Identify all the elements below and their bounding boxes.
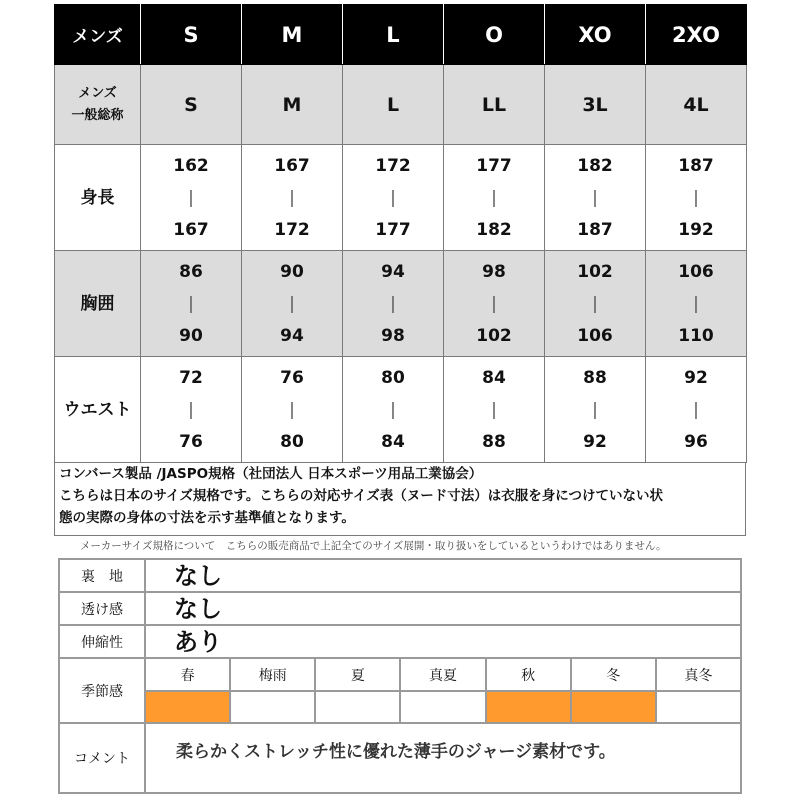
range-cell: 162 | 167 xyxy=(141,145,242,251)
season-winter: 冬 xyxy=(571,658,656,691)
season-names-row xyxy=(59,658,741,691)
size-header: O xyxy=(444,5,545,65)
size-header-row xyxy=(55,5,747,65)
alias-cell: S xyxy=(141,65,242,145)
range-cell: 92 | 96 xyxy=(646,357,747,463)
header-label: メンズ xyxy=(55,5,141,65)
comment-label: コメント xyxy=(59,723,145,793)
range-cell: 86 | 90 xyxy=(141,251,242,357)
alias-cell: LL xyxy=(444,65,545,145)
season-indicator-row xyxy=(59,691,741,723)
season-midsummer: 真夏 xyxy=(400,658,485,691)
range-cell: 72 | 76 xyxy=(141,357,242,463)
sheerness-row xyxy=(59,592,741,625)
sheerness-value: なし xyxy=(145,592,741,625)
stretch-label: 伸縮性 xyxy=(59,625,145,658)
comment-row xyxy=(59,723,741,793)
alias-label: メンズ 一般総称 xyxy=(55,65,141,145)
size-header: 2XO xyxy=(646,5,747,65)
notes-line: 態の実際の身体の寸法を示す基準値となります。 xyxy=(59,510,355,526)
alias-cell: 4L xyxy=(646,65,747,145)
range-cell: 88 | 92 xyxy=(545,357,646,463)
season-indicator-summer xyxy=(315,691,400,723)
size-alias-row xyxy=(55,65,747,145)
season-indicator-rainy xyxy=(230,691,315,723)
size-header: M xyxy=(242,5,343,65)
range-cell: 76 | 80 xyxy=(242,357,343,463)
size-header: S xyxy=(141,5,242,65)
range-cell: 177 | 182 xyxy=(444,145,545,251)
waist-row xyxy=(55,357,747,463)
range-cell: 106 | 110 xyxy=(646,251,747,357)
range-cell: 84 | 88 xyxy=(444,357,545,463)
notes-line: こちらは日本のサイズ規格です。こちらの対応サイズ表（ヌード寸法）は衣服を身につけていない状 xyxy=(59,488,663,504)
season-summer: 夏 xyxy=(315,658,400,691)
fabric-spec-table xyxy=(58,558,742,794)
range-cell: 102 | 106 xyxy=(545,251,646,357)
size-header: XO xyxy=(545,5,646,65)
season-autumn: 秋 xyxy=(486,658,571,691)
range-cell: 98 | 102 xyxy=(444,251,545,357)
alias-cell: 3L xyxy=(545,65,646,145)
range-cell: 94 | 98 xyxy=(343,251,444,357)
stretch-row xyxy=(59,625,741,658)
range-cell: 187 | 192 xyxy=(646,145,747,251)
row-label: ウエスト xyxy=(55,357,141,463)
stretch-value: あり xyxy=(145,625,741,658)
size-chart-table xyxy=(54,4,747,463)
range-cell: 80 | 84 xyxy=(343,357,444,463)
lining-value: なし xyxy=(145,559,741,592)
season-indicator-midwinter xyxy=(656,691,741,723)
alias-cell: M xyxy=(242,65,343,145)
height-row xyxy=(55,145,747,251)
season-indicator-spring xyxy=(145,691,230,723)
lining-row xyxy=(59,559,741,592)
sheerness-label: 透け感 xyxy=(59,592,145,625)
range-cell: 90 | 94 xyxy=(242,251,343,357)
size-header: L xyxy=(343,5,444,65)
row-label: 身長 xyxy=(55,145,141,251)
lining-label: 裏 地 xyxy=(59,559,145,592)
season-indicator-autumn xyxy=(486,691,571,723)
range-cell: 182 | 187 xyxy=(545,145,646,251)
comment-value: 柔らかくストレッチ性に優れた薄手のジャージ素材です。 xyxy=(145,723,741,793)
alias-cell: L xyxy=(343,65,444,145)
season-midwinter: 真冬 xyxy=(656,658,741,691)
season-indicator-midsummer xyxy=(400,691,485,723)
row-label: 胸囲 xyxy=(55,251,141,357)
size-standard-notes xyxy=(54,462,746,536)
maker-size-disclaimer: メーカーサイズ規格について こちらの販売商品で上記全てのサイズ展開・取り扱いをしているというわけではありません。 xyxy=(80,540,667,552)
season-spring: 春 xyxy=(145,658,230,691)
season-indicator-winter xyxy=(571,691,656,723)
season-label: 季節感 xyxy=(59,658,145,723)
range-cell: 172 | 177 xyxy=(343,145,444,251)
chest-row xyxy=(55,251,747,357)
season-rainy: 梅雨 xyxy=(230,658,315,691)
range-cell: 167 | 172 xyxy=(242,145,343,251)
notes-line: コンバース製品 /JASPO規格（社団法人 日本スポーツ用品工業協会） xyxy=(59,466,483,482)
